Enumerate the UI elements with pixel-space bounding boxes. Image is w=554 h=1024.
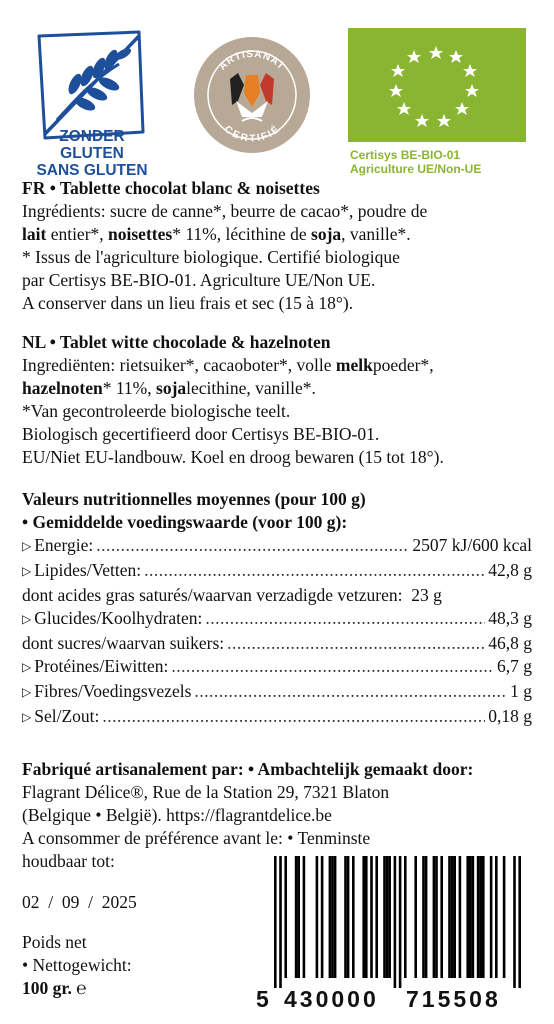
nl-storage: EU/Niet EU-landbouw. Koel en droog bewaren (15 tot 18°).: [22, 447, 444, 467]
fibre-row: ▷ Fibres/Voedingsvezels ..... 1 g: [22, 680, 532, 705]
barcode-bar: [297, 856, 300, 978]
nutrition-heading-fr: Valeurs nutritionnelles moyennes (pour 100 g): [22, 489, 366, 509]
gluten-free-line1: ZONDER GLUTEN: [59, 128, 125, 162]
triangle-icon: ▷: [22, 612, 32, 626]
barcode-bar: [479, 856, 482, 978]
net-weight-label: Poids net: [22, 932, 87, 952]
artisanat-top-text: ARTISANAT: [217, 48, 287, 73]
triangle-icon: ▷: [22, 539, 32, 553]
nl-section: [22, 331, 444, 469]
barcode-bar: [295, 856, 298, 978]
fr-ingredients-line1: Ingrédients: sucre de canne*, beurre de cacao*, poudre de: [22, 201, 428, 221]
barcode-bar: [503, 856, 506, 978]
fat-row: ▷ Lipides/Vetten: ..... 42,8 g: [22, 559, 532, 584]
barcode-bar: [329, 856, 332, 978]
barcode-bar: [414, 856, 417, 978]
triangle-icon: ▷: [22, 660, 32, 674]
sugar-row: dont sucres/waarvan suikers: ..... 46,8 g: [22, 632, 532, 655]
barcode-bar: [383, 856, 386, 978]
barcode-bar: [433, 856, 436, 978]
artisanat-certifie-logo: [192, 35, 312, 155]
barcode-bar: [425, 856, 428, 978]
barcode-bar: [362, 856, 365, 978]
barcode-bar: [284, 856, 287, 978]
barcode-bar: [375, 856, 378, 978]
barcode-bar: [518, 856, 521, 988]
fr-title: FR • Tablette chocolat blanc & noisettes: [22, 178, 320, 198]
barcode: [254, 848, 534, 1018]
estimated-sign-icon: ℮: [76, 978, 87, 998]
barcode-bar: [448, 856, 451, 978]
barcode-bar: [482, 856, 485, 978]
triangle-icon: ▷: [22, 564, 32, 578]
maker-address: Flagrant Délice®, Rue de la Station 29, 7321 Blaton: [22, 782, 390, 802]
barcode-bar: [469, 856, 472, 978]
certisys-code: Certisys BE-BIO-01: [350, 148, 461, 162]
maker-website: (Belgique • België). https://flagrantdelice.be: [22, 805, 332, 825]
barcode-bar: [422, 856, 425, 978]
saturated-fat-row: dont acides gras saturés/waarvan verzadigde vetzuren: 23 g: [22, 585, 442, 605]
barcode-bar: [388, 856, 391, 978]
best-before-date: 02 / 09 / 2025: [22, 892, 137, 912]
barcode-first-digit: 5: [256, 986, 269, 1012]
net-weight-label-nl: • Nettogewicht:: [22, 955, 132, 975]
fr-ingredients-line2: lait entier*, noisettes* 11%, lécithine de soja, vanille*.: [22, 224, 411, 244]
certisys-origin: Agriculture UE/Non-UE: [350, 162, 482, 176]
barcode-bar: [453, 856, 456, 978]
salt-row: ▷ Sel/Zout: ..... 0,18 g: [22, 705, 532, 730]
barcode-bar: [466, 856, 469, 978]
fr-storage: A conserver dans un lieu frais et sec (15 à 18°).: [22, 293, 354, 313]
gluten-free-line2: SANS GLUTEN: [36, 162, 148, 179]
nl-organic-note: *Van gecontroleerde biologische teelt.: [22, 401, 291, 421]
barcode-bar: [435, 856, 438, 978]
barcode-bar: [316, 856, 319, 978]
barcode-bar: [347, 856, 350, 978]
nl-title: NL • Tablet witte chocolade & hazelnoten: [22, 332, 331, 352]
barcode-bar: [440, 856, 443, 978]
triangle-icon: ▷: [22, 685, 32, 699]
best-before-label: A consommer de préférence avant le: • Tenminste: [22, 828, 371, 848]
barcode-bar: [490, 856, 493, 978]
barcode-bar: [321, 856, 324, 978]
barcode-bar: [303, 856, 306, 978]
barcode-bars: [254, 848, 534, 988]
maker-heading: Fabriqué artisanalement par: • Ambachtelijk gemaakt door:: [22, 759, 474, 779]
barcode-bar: [451, 856, 454, 978]
nutrition-heading-nl: • Gemiddelde voedingswaarde (voor 100 g):: [22, 512, 348, 532]
barcode-bar: [459, 856, 462, 978]
gluten-free-logo: [27, 28, 157, 179]
barcode-bar: [344, 856, 347, 978]
barcode-group-2: 715508: [406, 986, 501, 1012]
barcode-bar: [495, 856, 498, 978]
fr-organic-note: * Issus de l'agriculture biologique. Certifié biologique: [22, 247, 400, 267]
barcode-bar: [394, 856, 397, 988]
protein-row: ▷ Protéines/Eiwitten: ..... 6,7 g: [22, 655, 532, 680]
barcode-bar: [513, 856, 516, 988]
barcode-bar: [386, 856, 389, 978]
barcode-bar: [352, 856, 355, 978]
weight-section: [22, 931, 132, 1000]
barcode-bar: [331, 856, 334, 978]
nutrition-table: [22, 488, 532, 730]
fr-section: [22, 177, 427, 315]
best-before-label-nl: houdbaar tot:: [22, 851, 115, 871]
carb-row: ▷ Glucides/Koolhydraten: ..... 48,3 g: [22, 607, 532, 632]
artisanat-bottom-text: CERTIFIÉ: [221, 123, 283, 145]
barcode-bar: [365, 856, 368, 978]
barcode-bar: [370, 856, 373, 978]
barcode-bar: [477, 856, 480, 978]
fr-certification: par Certisys BE-BIO-01. Agriculture UE/Non UE.: [22, 270, 376, 290]
barcode-bar: [404, 856, 407, 978]
energy-row: ▷ Energie: ..... 2507 kJ/600 kcal: [22, 534, 532, 559]
barcode-bar: [279, 856, 282, 988]
eu-organic-logo: [348, 28, 526, 176]
barcode-bar: [274, 856, 277, 988]
eu-organic-leaf-icon: [348, 28, 526, 142]
nl-ingredients-line2: hazelnoten* 11%, sojalecithine, vanille*.: [22, 378, 316, 398]
barcode-bar: [399, 856, 402, 988]
barcode-group-1: 430000: [284, 986, 379, 1012]
nl-certification: Biologisch gecertifieerd door Certisys BE-BIO-01.: [22, 424, 380, 444]
barcode-bar: [334, 856, 337, 978]
net-weight-value: 100 gr. ℮: [22, 978, 87, 998]
barcode-bar: [472, 856, 475, 978]
triangle-icon: ▷: [22, 710, 32, 724]
nl-ingredients-line1: Ingrediënten: rietsuiker*, cacaoboter*, volle melkpoeder*,: [22, 355, 434, 375]
